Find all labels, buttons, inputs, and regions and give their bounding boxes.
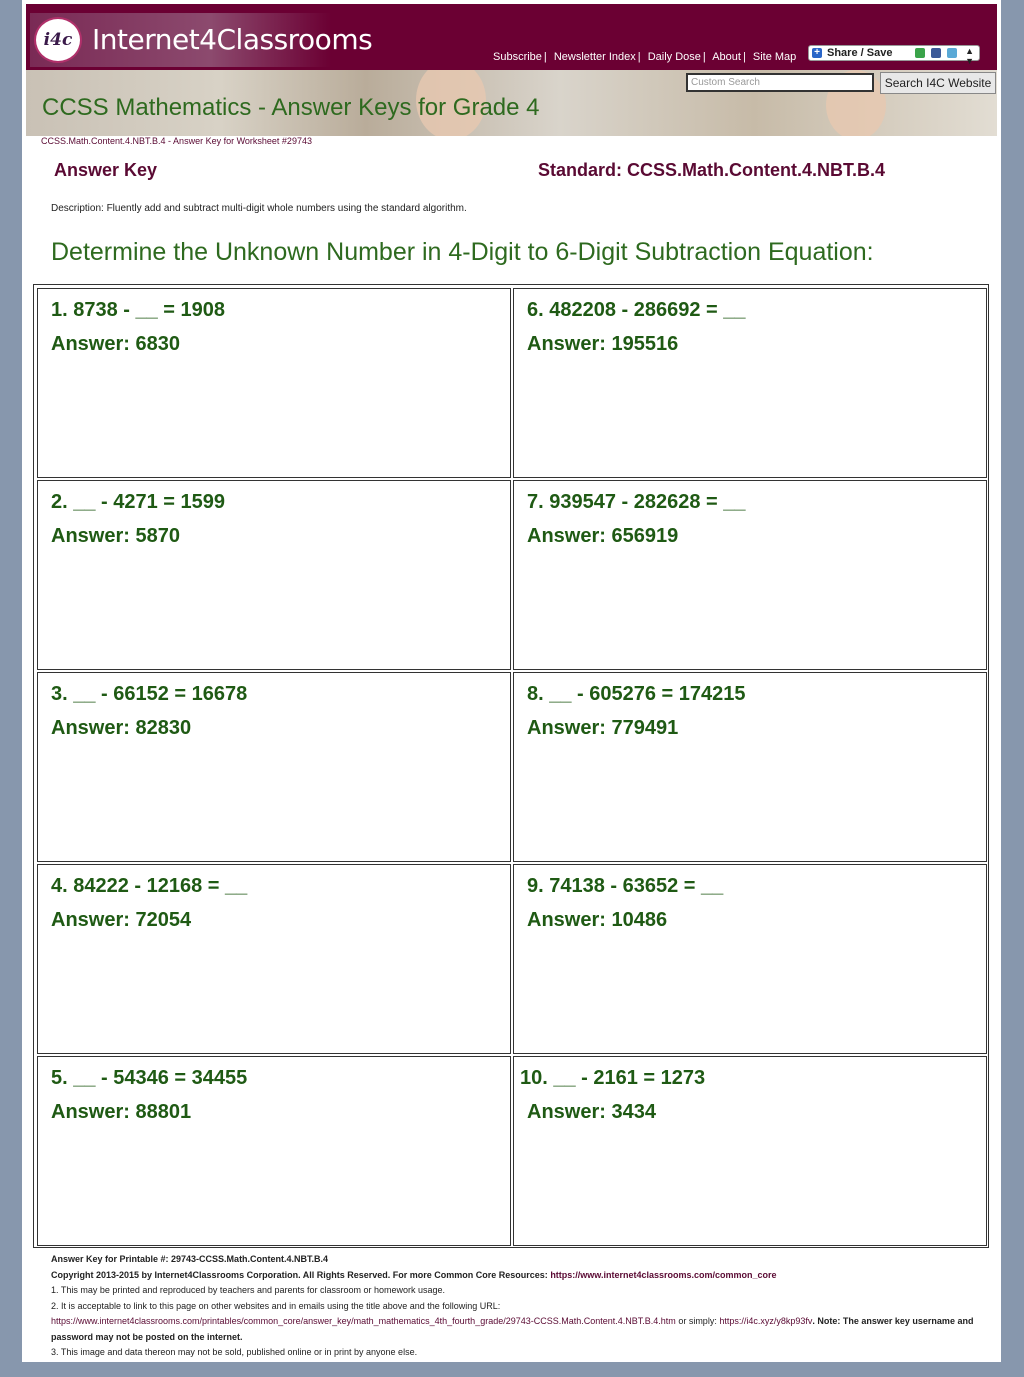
- problem-cell: [513, 1056, 987, 1246]
- email-share-icon[interactable]: [915, 48, 925, 58]
- share-label: Share / Save: [827, 47, 893, 59]
- top-nav: Subscribe | Newsletter Index | Daily Dose | About | Site Map: [493, 51, 797, 63]
- standard-label: Standard: CCSS.Math.Content.4.NBT.B.4: [538, 160, 886, 180]
- nav-daily-dose[interactable]: Daily Dose: [647, 51, 701, 63]
- problem-answer: Answer: 195516: [527, 333, 679, 355]
- header-bar: [26, 4, 997, 70]
- page-title: CCSS Mathematics - Answer Keys for Grade 4: [42, 94, 540, 121]
- page: [22, 0, 1001, 1362]
- footer: [51, 1252, 991, 1361]
- problem-answer: Answer: 82830: [51, 717, 192, 739]
- footer-note-2: 2. It is acceptable to link to this page on other websites and in emails using the title above and the following URL:: [51, 1300, 501, 1311]
- problem-question: 6. 482208 - 286692 = __: [527, 299, 746, 321]
- problem-answer: Answer: 779491: [527, 717, 679, 739]
- nav-about[interactable]: About: [712, 51, 741, 63]
- chevron-updown-icon[interactable]: ▲ ▼: [965, 46, 974, 66]
- answer-key-label: Answer Key: [54, 160, 158, 180]
- problem-answer: Answer: 656919: [527, 525, 679, 547]
- problem-answer: Answer: 6830: [51, 333, 180, 355]
- search-button[interactable]: Search I4C Website: [880, 72, 996, 94]
- problem-cell: [513, 864, 987, 1054]
- facebook-icon[interactable]: [931, 48, 941, 58]
- problem-answer: Answer: 5870: [51, 525, 180, 547]
- breadcrumb[interactable]: CCSS.Math.Content.4.NBT.B.4 - Answer Key for Worksheet #29743: [41, 136, 312, 146]
- short-url-link[interactable]: https://i4c.xyz/y8kp93fv: [719, 1316, 813, 1326]
- problem-cell: [513, 288, 987, 478]
- problem-answer: Answer: 10486: [527, 909, 668, 931]
- problem-cell: [37, 480, 511, 670]
- problem-question: 3. __ - 66152 = 16678: [51, 683, 248, 705]
- problem-cell: [513, 480, 987, 670]
- footer-note-3: 3. This image and data thereon may not be sold, published online or in print by anyone else.: [51, 1347, 418, 1357]
- nav-newsletter-index[interactable]: Newsletter Index: [553, 51, 636, 63]
- nav-subscribe[interactable]: Subscribe: [493, 51, 542, 63]
- logo-badge: i4c: [34, 17, 82, 63]
- problem-question: 7. 939547 - 282628 = __: [527, 491, 746, 513]
- problem-cell: [37, 672, 511, 862]
- copyright-text: Copyright 2013-2015 by Internet4Classrooms Corporation. All Rights Reserved. For more Common Core Resources:: [51, 1269, 548, 1280]
- problem-grid: [33, 284, 989, 1248]
- problem-question: 10. __ - 2161 = 1273: [520, 1067, 706, 1089]
- footer-note-bold: . Note: The answer key username and password may not be posted on the internet.: [51, 1316, 974, 1342]
- site-logo[interactable]: [30, 13, 373, 67]
- common-core-link[interactable]: https://www.internet4classrooms.com/common_core: [550, 1269, 777, 1280]
- footer-note-1: 1. This may be printed and reproduced by teachers and parents for classroom or homework usage.: [51, 1285, 446, 1295]
- worksheet-heading: Determine the Unknown Number in 4-Digit to 6-Digit Subtraction Equation:: [51, 238, 874, 266]
- description: Description: Fluently add and subtract multi-digit whole numbers using the standard algorithm.: [51, 203, 467, 214]
- plus-icon: +: [812, 48, 822, 58]
- nav-site-map[interactable]: Site Map: [752, 51, 797, 63]
- logo-text: Internet4Classrooms: [92, 23, 373, 56]
- problem-cell: [513, 672, 987, 862]
- worksheet-url-link[interactable]: https://www.internet4classrooms.com/printables/common_core/answer_key/math_mathematics_4th_fourth_grade/29743-CCSS.Math.Content.4.NBT.B.4.htm: [51, 1316, 676, 1326]
- problem-cell: [37, 288, 511, 478]
- footer-copyright: [51, 1268, 991, 1284]
- or-simply-text: or simply:: [678, 1316, 717, 1326]
- problem-question: 5. __ - 54346 = 34455: [51, 1067, 248, 1089]
- problem-question: 9. 74138 - 63652 = __: [527, 875, 724, 897]
- problem-question: 8. __ - 605276 = 174215: [527, 683, 746, 705]
- problem-cell: [37, 864, 511, 1054]
- problem-question: 2. __ - 4271 = 1599: [51, 491, 226, 513]
- footer-printable-id: Answer Key for Printable #: 29743-CCSS.Math.Content.4.NBT.B.4: [51, 1254, 329, 1264]
- problem-cell: [37, 1056, 511, 1246]
- problem-answer: Answer: 3434: [527, 1101, 656, 1123]
- twitter-icon[interactable]: [947, 48, 957, 58]
- search-input[interactable]: Custom Search: [686, 73, 874, 92]
- problem-question: 1. 8738 - __ = 1908: [51, 299, 226, 321]
- share-save-button[interactable]: [808, 45, 980, 66]
- problem-answer: Answer: 88801: [51, 1101, 192, 1123]
- problem-answer: Answer: 72054: [51, 909, 192, 931]
- footer-url-line: [51, 1314, 991, 1345]
- problem-question: 4. 84222 - 12168 = __: [51, 875, 248, 897]
